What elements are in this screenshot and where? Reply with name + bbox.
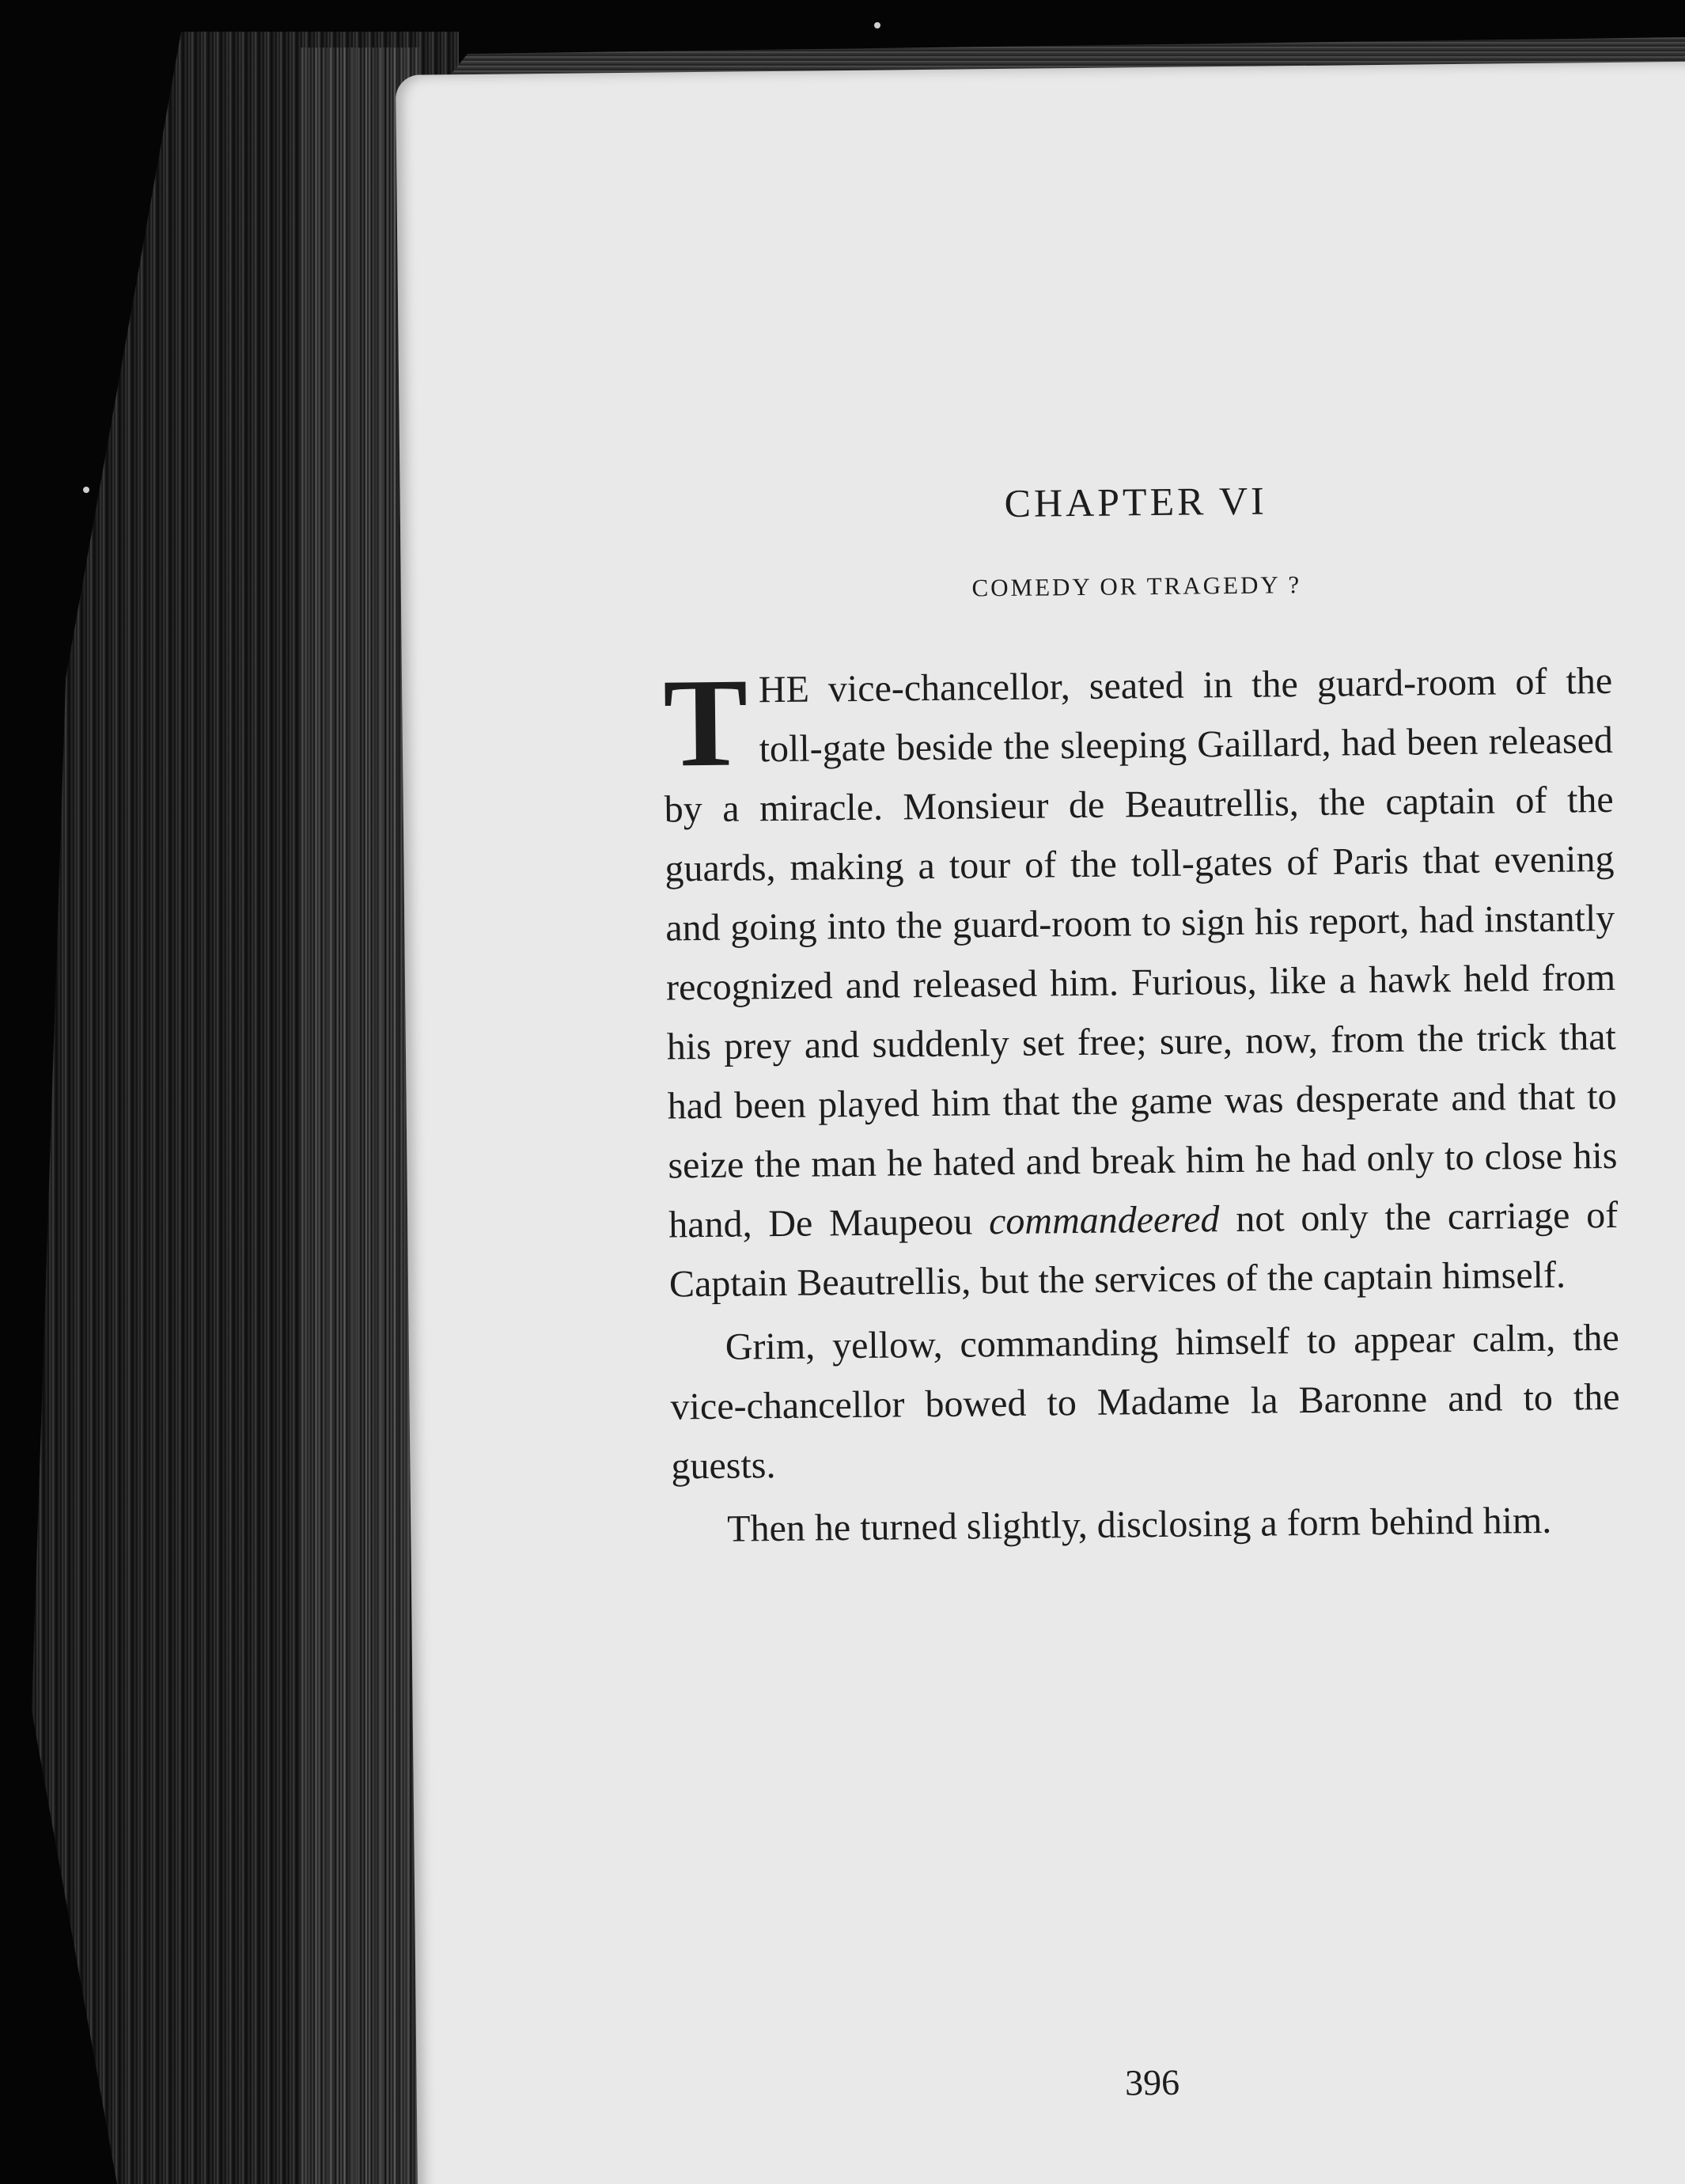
dust-speck bbox=[83, 487, 89, 493]
dust-speck bbox=[874, 22, 880, 28]
paragraph-3: Then he turned slightly, disclosing a form behind him. bbox=[726, 1499, 1552, 1550]
chapter-title: CHAPTER VI bbox=[1004, 478, 1268, 525]
page-text-block bbox=[661, 474, 1621, 2103]
paragraph-2: Grim, yellow, commanding himself to appear calm, the vice-chancellor bowed to Madame la Baronne and to the guests. bbox=[670, 1316, 1620, 1488]
paragraph-1-text-b: not only the carriage of Captain Beautrellis, but the services of the captain himself. bbox=[668, 1193, 1619, 1306]
paragraph-1-text-a: HE vice-chancellor, seated in the guard-room of the toll-gate beside the sleeping Gaillard, had been released by a miracle. Monsieur de Beautrellis, the captain of the guards, making a tour of the toll-gates of Paris that evening and going into the guard-room to sign his report, had instantly recognized and released him. Furious, like a hawk held from his prey and suddenly set free; sure, now, from the trick that had been played him that the game was desperate and that to seize the man he hated and break him he had only to close his hand, De Maupeou bbox=[664, 659, 1618, 1246]
drop-cap: T bbox=[662, 651, 749, 794]
chapter-subtitle: COMEDY OR TRAGEDY ? bbox=[971, 571, 1302, 602]
paragraph-1 bbox=[663, 651, 1619, 1314]
book-page bbox=[396, 61, 1685, 2184]
paragraph-1-italic: commandeered bbox=[988, 1198, 1220, 1243]
page-number: 396 bbox=[1124, 2061, 1180, 2103]
